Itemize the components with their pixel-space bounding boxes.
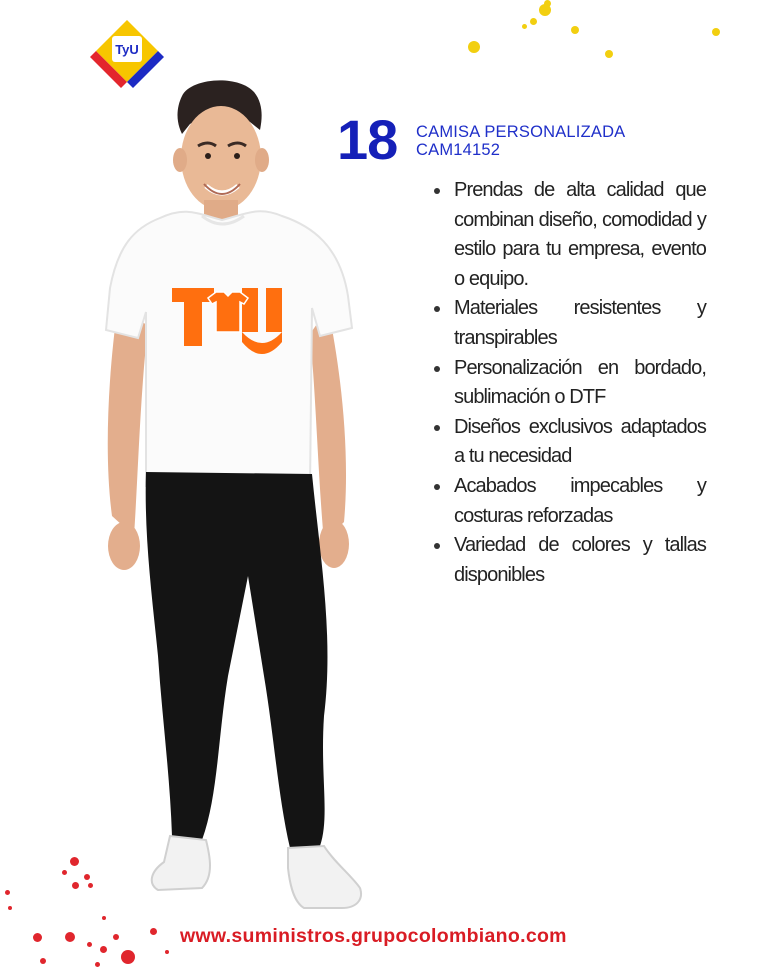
decor-dot [712, 28, 720, 36]
feature-item [432, 354, 706, 413]
decor-dot [65, 932, 75, 942]
feature-item [432, 176, 706, 294]
bullet-icon [434, 306, 440, 312]
decor-dot [70, 857, 79, 866]
model-photo [98, 76, 428, 922]
bullet-icon [434, 188, 440, 194]
feature-item [432, 472, 706, 531]
product-number: 18 [337, 108, 398, 171]
decor-dot [165, 950, 169, 954]
decor-dot [33, 933, 42, 942]
decor-dot [88, 883, 93, 888]
decor-dot [100, 946, 107, 953]
decor-dot [571, 26, 579, 34]
decor-dot [5, 890, 10, 895]
decor-dot [62, 870, 67, 875]
decor-dot [150, 928, 157, 935]
feature-text: Variedad de colores y tallas disponibles [454, 534, 706, 586]
decor-dot [522, 24, 527, 29]
decor-dot [113, 934, 119, 940]
decor-dot [539, 4, 551, 16]
decor-dot [8, 906, 12, 910]
feature-item [432, 294, 706, 353]
decor-dot [95, 962, 100, 967]
decor-dot [605, 50, 613, 58]
decor-dot [40, 958, 46, 964]
bullet-icon [434, 425, 440, 431]
bullet-icon [434, 366, 440, 372]
logo-text: TyU [115, 42, 139, 57]
feature-text: Acabados impecables y costuras reforzadas [454, 474, 706, 527]
feature-text: Materiales resistentes y transpirables [454, 297, 706, 349]
product-name: CAMISA PERSONALIZADA [416, 123, 626, 141]
feature-list [432, 176, 706, 590]
feature-item [432, 531, 706, 590]
decor-dot [87, 942, 92, 947]
decor-dot [468, 41, 480, 53]
bullet-icon [434, 484, 440, 490]
product-code: CAM14152 [416, 141, 501, 159]
decor-dot [121, 950, 135, 964]
decor-dot [84, 874, 90, 880]
feature-text: Personalización en bordado, sublimación o DTF [454, 356, 706, 409]
feature-item [432, 413, 706, 472]
feature-text: Prendas de alta calidad que combinan diseño, comodidad y estilo para tu empresa, evento o equipo. [454, 179, 706, 290]
decor-dot [72, 882, 79, 889]
feature-text: Diseños exclusivos adaptados a tu necesidad [454, 415, 706, 468]
website-link[interactable]: www.suministros.grupocolombiano.com [180, 925, 567, 947]
bullet-icon [434, 543, 440, 549]
decor-dot [530, 18, 537, 25]
